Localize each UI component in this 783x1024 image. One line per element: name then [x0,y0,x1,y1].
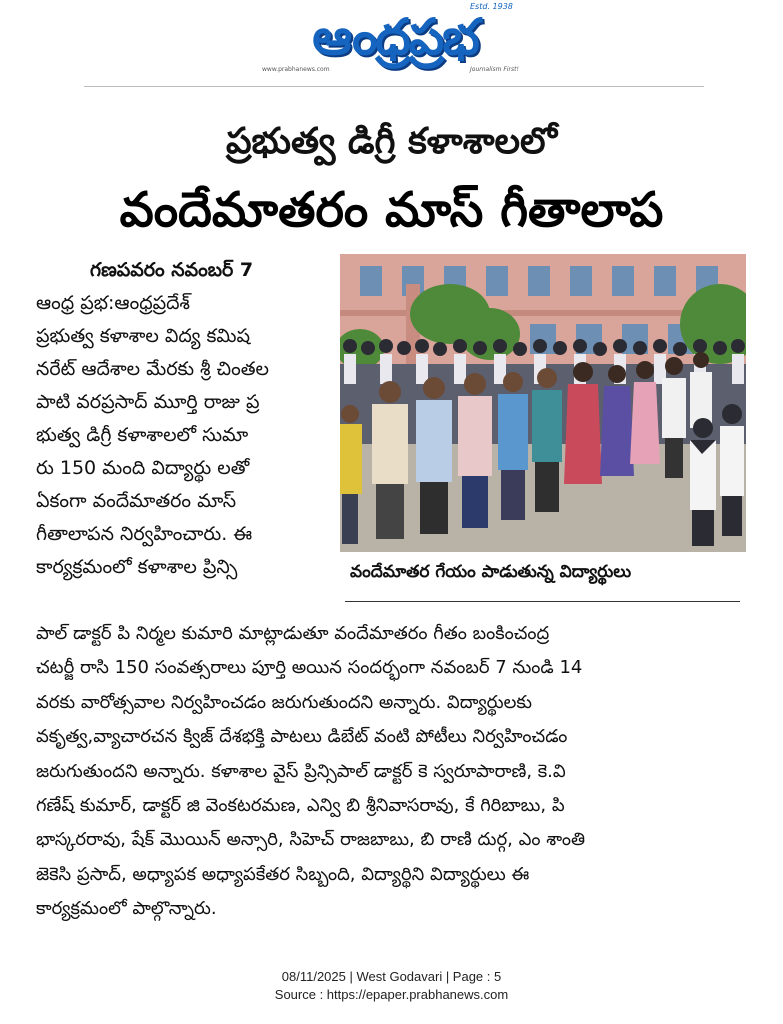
article-line: ఏకంగా వందేమాతరం మాస్ [36,490,237,512]
students-singing-photo [340,254,746,552]
photo-caption: వందేమాతర గేయం పాడుతున్న విద్యార్థులు [350,562,632,582]
news-photo [340,254,746,552]
article-line: పాటి వరప్రసాద్ మూర్తి రాజు ప్ర [36,391,260,413]
article-line: రు 150 మంది విద్యార్థు లతో [36,457,250,479]
headline-line2: వందేమాతరం మాస్ గీతాలాప [119,182,664,238]
caption-divider [345,601,740,602]
article-line: గీతాలాపన నిర్వహించారు. ఈ [36,523,253,545]
article-narrow-column [36,254,336,584]
article-line: కార్యక్రమంలో పాల్గొన్నారు. [36,898,217,920]
dateline: గణపవరం నవంబర్ 7 [90,259,254,281]
article-line: చటర్జీ రాసి 150 సంవత్సరాలు పూర్తి అయిన సందర్భంగా నవంబర్ 7 నుండి 14 [36,657,583,679]
logo-slogan: Journalism First! [470,66,519,73]
article-line: జరుగుతుందని అన్నారు. కళాశాల వైస్ ప్రిన్సిపాల్ డాక్టర్ కె స్వరూపారాణి, కె.వి [36,760,566,782]
masthead-divider [84,86,704,87]
article-line: నరేట్ ఆదేశాల మేరకు శ్రీ చింతల [36,358,269,380]
footer-date-edition: 08/11/2025 | West Godavari | Page : 5 [281,969,502,984]
footer-source-link[interactable]: Source : https://epaper.prabhanews.com [274,987,509,1002]
newspaper-logo: ఆంధ్రప్రభ [312,8,478,66]
article-line: పాల్ డాక్టర్ పి నిర్మల కుమారి మాట్లాడుతూ వందేమాతరం గీతం బంకించంద్ర [36,623,550,644]
article-line: కార్యక్రమంలో కళాశాల ప్రిన్సి [36,556,238,578]
headline-line1: ప్రభుత్వ డిగ్రీ కళాశాలలో [225,121,558,162]
article-line: ప్రభుత్వ కళాశాల విద్య కమిష [36,325,251,347]
article-line: భుత్వ డిగ్రీ కళాశాలలో సుమా [36,424,249,446]
article-line: గణేష్ కుమార్, డాక్టర్ జి వెంకటరమణ, ఎన్వి బి శ్రీనివాసరావు, కే గిరిబాబు, పి [36,795,565,817]
article-line: వకృత్వ,వ్యాచారచన క్విజ్ దేశభక్తి పాటలు డిబేట్ వంటి పోటీలు నిర్వహించడం [36,726,568,748]
masthead [0,0,783,86]
article-full-width-column [36,617,740,927]
logo-url: www.prabhanews.com [262,66,330,73]
article-line: ఆంధ్ర ప్రభ:ఆంధ్రప్రదేశ్ [36,292,190,314]
article-line: వరకు వారోత్సవాల నిర్వహించడం జరుగుతుందని అన్నారు. విద్యార్థులకు [36,691,532,713]
article-line: జెకెసి ప్రసాద్, అధ్యాపక అధ్యాపకేతర సిబ్బంది, విద్యార్థిని విద్యార్థులు ఈ [36,863,530,885]
article-line: భాస్కరరావు, షేక్ మొయిన్ అన్సారి, సిహెచ్ రాజబాబు, బి రాణి దుర్గ, ఎం శాంతి [36,829,586,851]
footer [0,968,783,1004]
estd-label: Estd. 1938 [470,2,513,11]
